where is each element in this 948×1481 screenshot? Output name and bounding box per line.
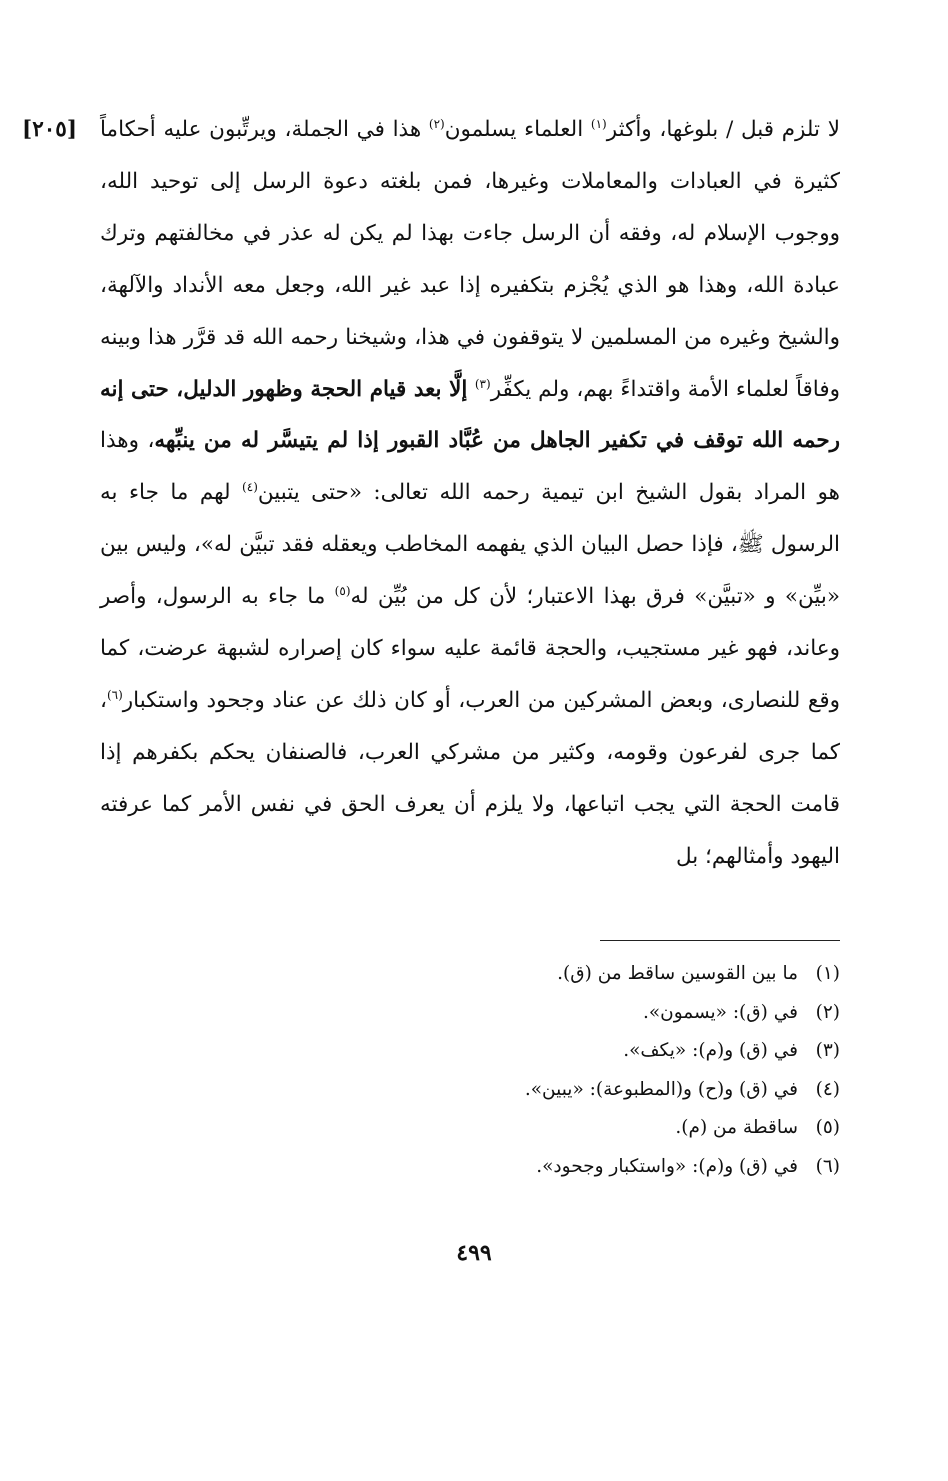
- text-segment: ، كما جرى لفرعون وقومه، وكثير من مشركي العرب، فالصنفان يحكم بكفرهم إذا قامت الحجة التي يجب اتباعها، ولا يلزم أن يعرف الحق في نفس الأمر كما عرفته اليهود وأمثالهم؛ بل: [100, 687, 840, 869]
- original-page-reference: [٢٠٥]: [22, 117, 78, 142]
- text-segment: ما جاء به الرسول، وأصر وعاند، فهو غير مستجيب، والحجة قائمة عليه سواء كان إصراره لشبهة عرضت، كما وقع للنصارى، وبعض المشركين من العرب، أو كان ذلك عن عناد وجحود واستكبار: [100, 584, 840, 713]
- footnote-ref: (٣): [474, 376, 491, 391]
- footnote-ref: (٢): [428, 116, 445, 131]
- footnote-text: ما بين القوسين ساقط من (ق).: [557, 963, 798, 984]
- text-segment: لا تلزم قبل / بلوغها، وأكثر: [606, 117, 840, 142]
- main-text: [100, 104, 840, 883]
- footnote-number: (٥): [815, 1117, 840, 1139]
- text-segment: ، وهذا هو المراد بقول الشيخ ابن تيمية رحمه الله تعالى: «حتى يتبين: [100, 428, 841, 506]
- footnote-number: (٢): [815, 1001, 840, 1023]
- footnote-number: (١): [815, 963, 840, 984]
- footnote-separator: [600, 940, 840, 941]
- text-segment: هذا في الجملة، ويرتِّبون عليه أحكاماً كثيرة في العبادات والمعاملات وغيرها، فمن بلغته دعوة الرسل إلى توحيد الله، ووجوب الإسلام له، وفقه أن الرسل جاءت بهذا لم يكن له عذر في مخالفتهم وترك عبادة الله، وهذا هو الذي يُجْزم بتكفيره إذا عبد غير الله، وجعل معه الأنداد والآلهة، والشيخ وغيره من المسلمين لا يتوقفون في هذا، وشيخنا رحمه الله قد قرَّر هذا وبينه وفاقاً لعلماء الأمة واقتداءً بهم، ولم يكفِّر: [100, 117, 840, 402]
- footnote: [100, 1109, 840, 1148]
- footnote-number: (٤): [815, 1078, 840, 1100]
- footnote-text: في (ق): «يسمون».: [642, 1001, 798, 1023]
- footnote-ref: (٦): [106, 687, 123, 702]
- footnote: [100, 1032, 840, 1071]
- footnote-text: في (ق) و(م): «واستكبار وجحود».: [536, 1155, 798, 1177]
- footnote-ref: (١): [590, 116, 607, 131]
- footnote-text: في (ق) و(ح) و(المطبوعة): «يبين».: [524, 1078, 798, 1100]
- footnote-ref: (٤): [242, 480, 258, 495]
- page-number: ٤٩٩: [456, 1240, 492, 1266]
- text-segment: العلماء يسلمون: [444, 117, 591, 142]
- main-paragraph: [100, 104, 840, 883]
- footnote: [100, 1071, 840, 1110]
- text-segment: لهم ما جاء به الرسول ﷺ، فإذا حصل البيان الذي يفهمه المخاطب ويعقله فقد تبيَّن له»، وليس بين «بيِّن» و «تبيَّن» فرق بهذا الاعتبار؛ لأن كل من بُيِّن له: [100, 480, 840, 610]
- bold-text-segment: إلَّا بعد قيام الحجة وظهور الدليل، حتى إنه رحمه الله توقف في تكفير الجاهل من عُبَّاد القبور إذا لم يتيسَّر له من ينبِّهه: [100, 376, 840, 454]
- footnote-number: (٦): [815, 1155, 840, 1177]
- footnote: [100, 994, 840, 1033]
- footnote-text: ساقطة من (م).: [675, 1117, 798, 1139]
- footnote-ref: (٥): [334, 584, 351, 598]
- footnotes-list: [100, 955, 840, 1187]
- footnote: [100, 1148, 840, 1187]
- footnote-number: (٣): [815, 1040, 840, 1062]
- footnote: [100, 955, 840, 994]
- footnote-text: في (ق) و(م): «يكف».: [623, 1040, 798, 1062]
